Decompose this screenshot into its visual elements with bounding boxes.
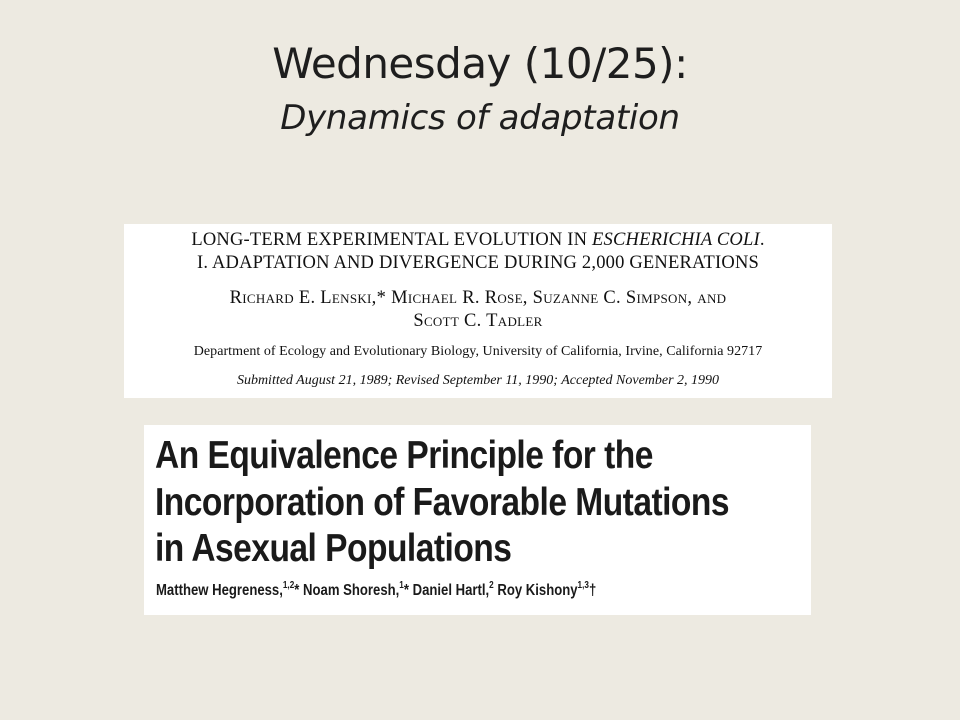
paper1-dates: Submitted August 21, 1989; Revised September 11, 1990; Accepted November 2, 1990: [236, 373, 720, 388]
paper1-title-suffix: .: [759, 230, 765, 250]
paper2-title-line3: in Asexual Populations: [155, 527, 512, 570]
paper2-author-affil: 1,2: [282, 580, 295, 591]
paper1-affiliation: Department of Ecology and Evolutionary Biology, University of California, Irvine, California 92717: [193, 344, 763, 359]
slide-title: Wednesday (10/25):: [272, 39, 688, 88]
paper2-author-mark: †: [588, 582, 597, 599]
paper2-title-line1: An Equivalence Principle for the: [155, 434, 653, 477]
paper2-author-mark: *: [403, 582, 409, 599]
paper1-authors-line2: Scott C. Tadler: [413, 311, 543, 331]
paper1-authors-line1: Richard E. Lenski,* Michael R. Rose, Suzanne C. Simpson, and: [229, 288, 727, 308]
paper2-author-affil: 2: [489, 580, 494, 591]
paper2-author-name: Roy Kishony: [497, 582, 578, 599]
paper1-title-prefix: LONG-TERM EXPERIMENTAL EVOLUTION IN: [191, 230, 593, 250]
paper2-author-mark: *: [294, 582, 300, 599]
paper2-title-line2: Incorporation of Favorable Mutations: [155, 481, 729, 524]
paper1-header-clipping: [124, 224, 832, 398]
paper1-title-organism: ESCHERICHIA COLI: [592, 230, 760, 250]
slide-subtitle: Dynamics of adaptation: [280, 98, 680, 138]
paper1-title-line2: I. ADAPTATION AND DIVERGENCE DURING 2,000 GENERATIONS: [196, 253, 760, 273]
paper2-author-affil: 1: [399, 580, 404, 591]
paper1-title-line1: [124, 229, 832, 251]
paper2-header-clipping: [144, 425, 811, 615]
paper2-authors: [156, 581, 596, 601]
paper2-author-affil: 1,3: [577, 580, 589, 591]
paper2-author-name: Daniel Hartl,: [412, 582, 490, 599]
paper2-author-name: Noam Shoresh,: [303, 582, 400, 599]
paper2-author-name: Matthew Hegreness,: [156, 582, 283, 599]
